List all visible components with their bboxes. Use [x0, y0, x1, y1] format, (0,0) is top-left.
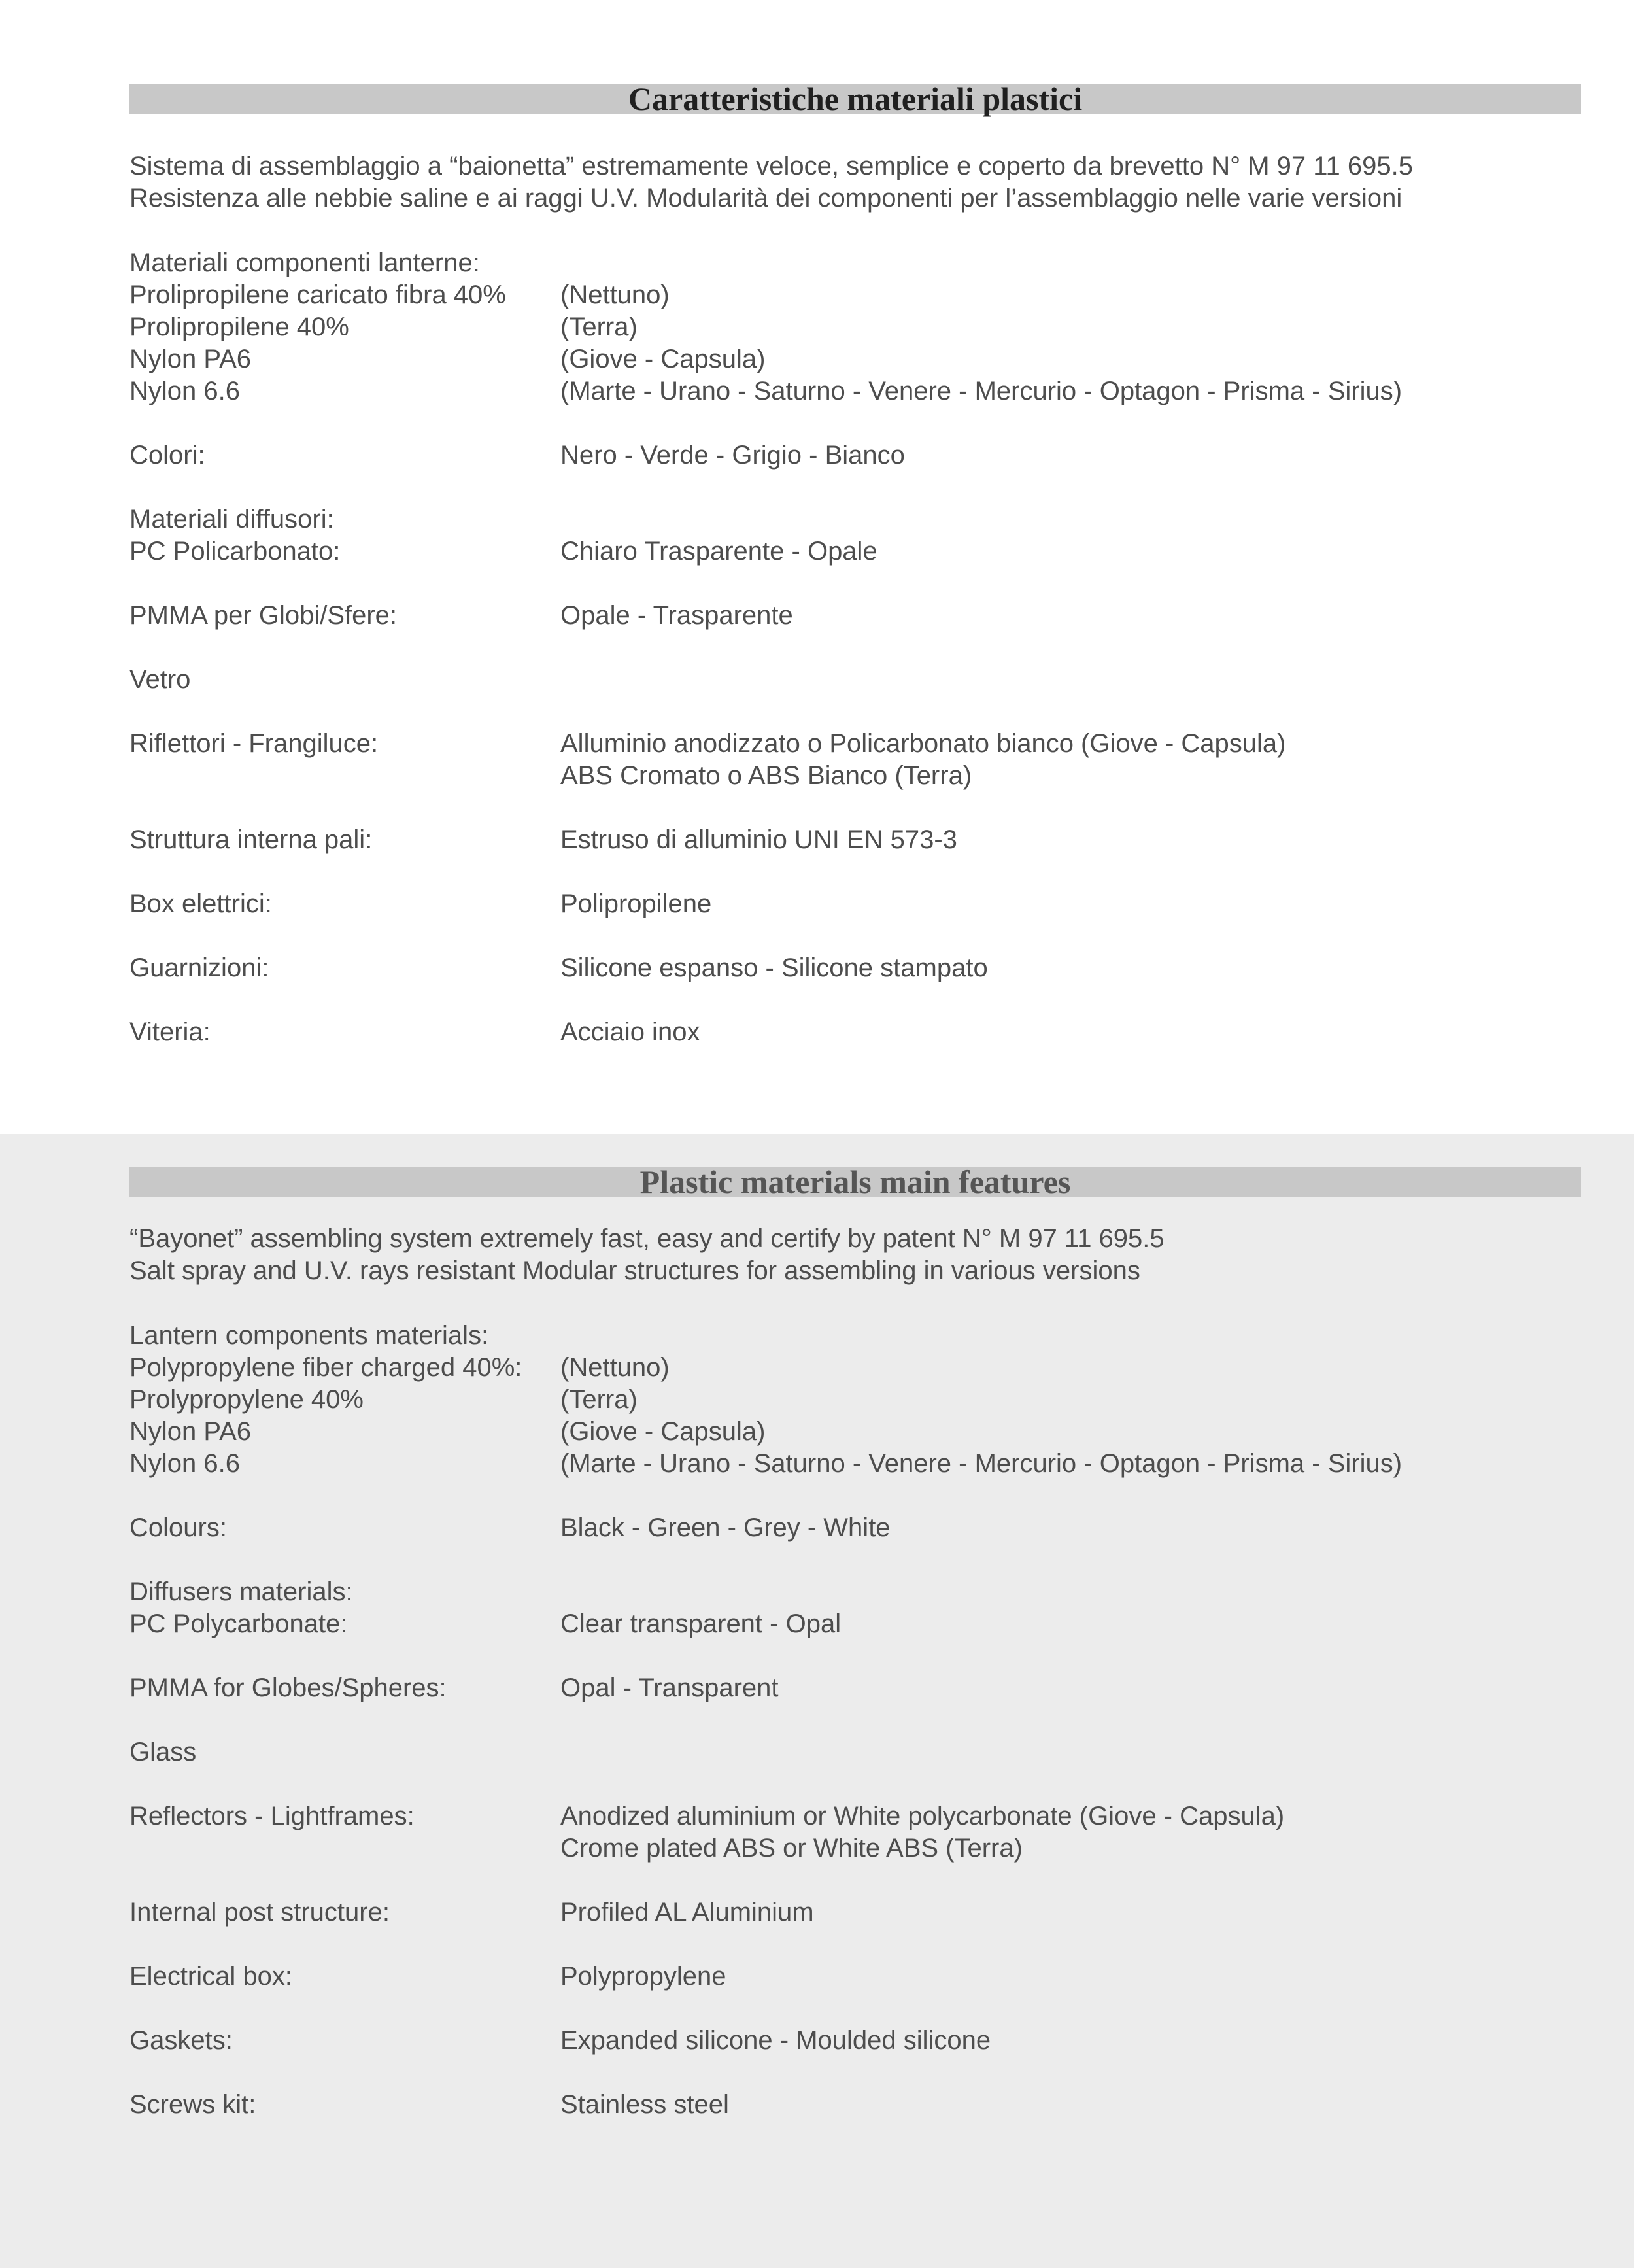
screws-label: Viteria: — [129, 1018, 211, 1046]
spacer — [129, 1480, 1568, 1512]
spacer — [129, 1704, 1568, 1736]
structure-value: Estruso di alluminio UNI EN 573-3 — [560, 825, 957, 854]
pmma-row — [129, 600, 1568, 632]
component-row — [129, 343, 1568, 375]
component-label: Prolypropylene 40% — [129, 1385, 364, 1414]
diffusers-heading: Diffusers materials: — [129, 1577, 353, 1606]
component-value: (Marte - Urano - Saturno - Venere - Mercurio - Optagon - Prisma - Sirius) — [560, 1449, 1403, 1478]
pmma-value: Opale - Trasparente — [560, 601, 793, 630]
glass-label: Vetro — [129, 665, 191, 694]
intro-line-resistance: Salt spray and U.V. rays resistant Modular structures for assembling in various versions — [129, 1256, 1140, 1285]
gaskets-value: Expanded silicone - Moulded silicone — [560, 2026, 991, 2055]
spacer — [129, 792, 1568, 824]
component-label: Nylon PA6 — [129, 1417, 252, 1446]
spacer — [129, 2057, 1568, 2089]
colors-row — [129, 1512, 1568, 1544]
reflectors-value: ABS Cromato o ABS Bianco (Terra) — [560, 761, 972, 790]
component-value: (Terra) — [560, 313, 638, 341]
components-heading-row — [129, 1320, 1568, 1352]
spec-list — [129, 1320, 1568, 2121]
pc-row — [129, 536, 1568, 568]
structure-label: Internal post structure: — [129, 1898, 390, 1927]
component-value: (Nettuno) — [560, 281, 670, 309]
component-row — [129, 1416, 1568, 1448]
box-label: Electrical box: — [129, 1962, 292, 1991]
spacer — [129, 407, 1568, 439]
component-label: Nylon 6.6 — [129, 1449, 240, 1478]
spacer — [129, 1864, 1568, 1897]
component-row — [129, 1448, 1568, 1480]
component-value: (Marte - Urano - Saturno - Venere - Mercurio - Optagon - Prisma - Sirius) — [560, 377, 1403, 405]
diffusers-heading-row — [129, 1576, 1568, 1608]
spacer — [129, 1544, 1568, 1576]
english-section — [0, 1134, 1634, 2268]
intro-line-patent: “Bayonet” assembling system extremely fast, easy and certify by patent N° M 97 11 695.5 — [129, 1224, 1165, 1253]
reflectors-row-continued — [129, 1832, 1568, 1864]
glass-row — [129, 664, 1568, 696]
structure-label: Struttura interna pali: — [129, 825, 373, 854]
gaskets-label: Gaskets: — [129, 2026, 233, 2055]
components-heading-row — [129, 247, 1568, 279]
spacer — [129, 472, 1568, 504]
colors-label: Colours: — [129, 1513, 227, 1542]
reflectors-row — [129, 1800, 1568, 1832]
pc-value: Clear transparent - Opal — [560, 1609, 842, 1638]
component-label: Prolipropilene 40% — [129, 313, 349, 341]
reflectors-value: Crome plated ABS or White ABS (Terra) — [560, 1834, 1023, 1863]
component-value: (Nettuno) — [560, 1353, 670, 1382]
gaskets-row — [129, 2025, 1568, 2057]
spacer — [129, 1640, 1568, 1672]
components-heading: Lantern components materials: — [129, 1321, 489, 1350]
component-row — [129, 375, 1568, 407]
component-label: Polypropylene fiber charged 40%: — [129, 1353, 522, 1382]
component-row — [129, 1352, 1568, 1384]
spacer — [129, 1768, 1568, 1800]
intro-text — [129, 150, 1413, 215]
gaskets-label: Guarnizioni: — [129, 954, 269, 982]
spacer — [129, 856, 1568, 888]
component-row — [129, 279, 1568, 311]
section-title: Plastic materials main features — [129, 1167, 1581, 1197]
spacer — [129, 920, 1568, 952]
component-value: (Giove - Capsula) — [560, 345, 766, 373]
glass-label: Glass — [129, 1738, 197, 1766]
spacer — [129, 632, 1568, 664]
box-value: Polypropylene — [560, 1962, 726, 1991]
box-row — [129, 1961, 1568, 1993]
box-row — [129, 888, 1568, 920]
structure-value: Profiled AL Aluminium — [560, 1898, 814, 1927]
component-value: (Giove - Capsula) — [560, 1417, 766, 1446]
pc-row — [129, 1608, 1568, 1640]
intro-line-patent: Sistema di assemblaggio a “baionetta” estremamente veloce, semplice e coperto da brevetto N° M 97 11 695.5 — [129, 152, 1413, 180]
screws-row — [129, 2089, 1568, 2121]
reflectors-row-continued — [129, 760, 1568, 792]
pmma-label: PMMA for Globes/Spheres: — [129, 1674, 447, 1702]
spacer — [129, 696, 1568, 728]
box-label: Box elettrici: — [129, 889, 272, 918]
box-value: Polipropilene — [560, 889, 712, 918]
pmma-row — [129, 1672, 1568, 1704]
intro-line-resistance: Resistenza alle nebbie saline e ai raggi U.V. Modularità dei componenti per l’assemblaggio nelle varie versioni — [129, 184, 1403, 213]
glass-row — [129, 1736, 1568, 1768]
gaskets-value: Silicone espanso - Silicone stampato — [560, 954, 988, 982]
pmma-label: PMMA per Globi/Sfere: — [129, 601, 398, 630]
colors-row — [129, 439, 1568, 472]
colors-value: Nero - Verde - Grigio - Bianco — [560, 441, 905, 470]
component-label: Nylon PA6 — [129, 345, 252, 373]
screws-value: Stainless steel — [560, 2090, 729, 2119]
pc-label: PC Polycarbonate: — [129, 1609, 348, 1638]
pc-value: Chiaro Trasparente - Opale — [560, 537, 877, 566]
reflectors-row — [129, 728, 1568, 760]
component-row — [129, 311, 1568, 343]
reflectors-label: Riflettori - Frangiluce: — [129, 729, 379, 758]
spacer — [129, 568, 1568, 600]
component-label: Prolipropilene caricato fibra 40% — [129, 281, 506, 309]
pmma-value: Opal - Transparent — [560, 1674, 779, 1702]
colors-value: Black - Green - Grey - White — [560, 1513, 891, 1542]
diffusers-heading: Materiali diffusori: — [129, 505, 334, 534]
component-value: (Terra) — [560, 1385, 638, 1414]
reflectors-label: Reflectors - Lightframes: — [129, 1802, 415, 1830]
reflectors-value: Anodized aluminium or White polycarbonate (Giove - Capsula) — [560, 1802, 1285, 1830]
diffusers-heading-row — [129, 504, 1568, 536]
component-row — [129, 1384, 1568, 1416]
screws-value: Acciaio inox — [560, 1018, 700, 1046]
structure-row — [129, 824, 1568, 856]
reflectors-value: Alluminio anodizzato o Policarbonato bianco (Giove - Capsula) — [560, 729, 1286, 758]
structure-row — [129, 1897, 1568, 1929]
components-heading: Materiali componenti lanterne: — [129, 249, 480, 277]
colors-label: Colori: — [129, 441, 205, 470]
screws-row — [129, 1016, 1568, 1048]
component-label: Nylon 6.6 — [129, 377, 240, 405]
intro-text — [129, 1223, 1165, 1287]
gaskets-row — [129, 952, 1568, 984]
section-title: Caratteristiche materiali plastici — [129, 84, 1581, 114]
spacer — [129, 1929, 1568, 1961]
spacer — [129, 1993, 1568, 2025]
pc-label: PC Policarbonato: — [129, 537, 341, 566]
spacer — [129, 984, 1568, 1016]
screws-label: Screws kit: — [129, 2090, 256, 2119]
spec-list — [129, 247, 1568, 1048]
